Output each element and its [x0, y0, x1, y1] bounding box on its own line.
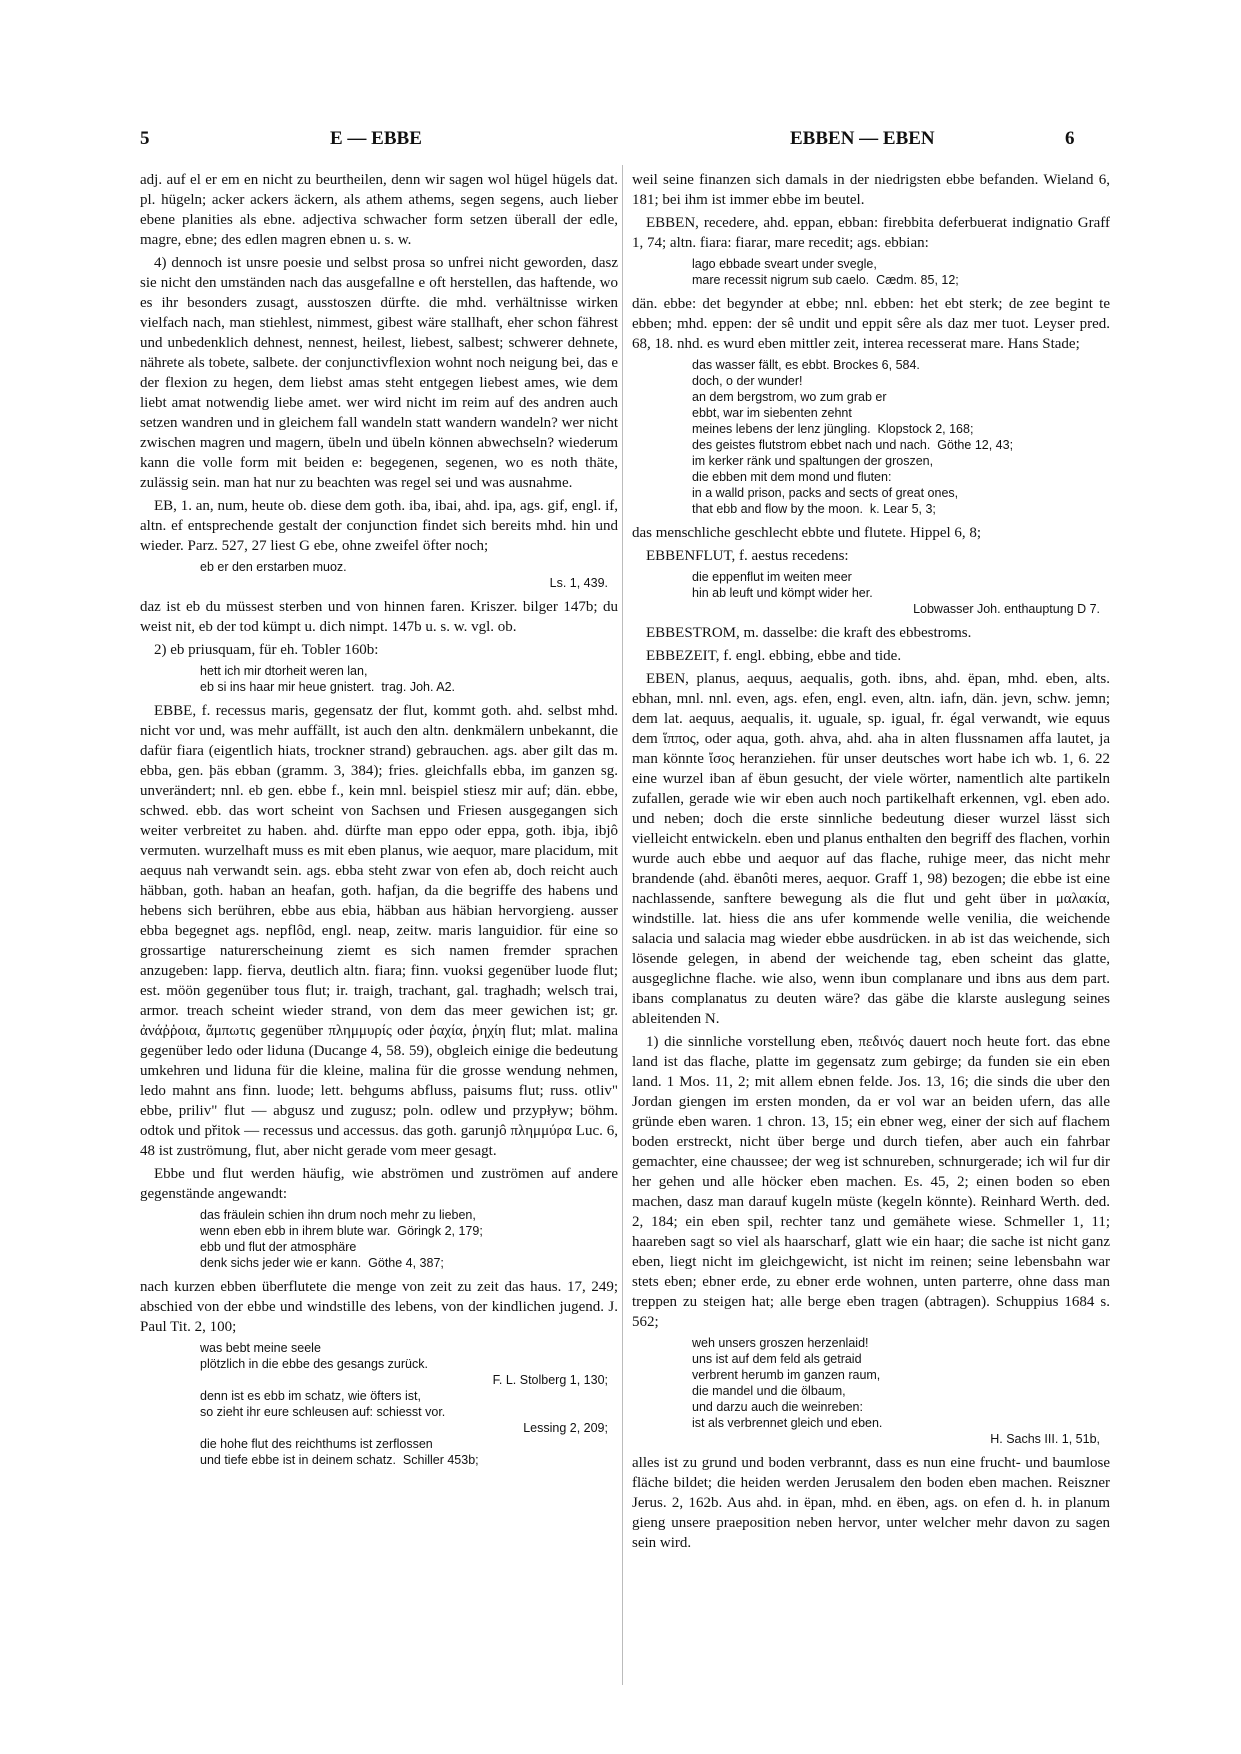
left-column — [140, 170, 618, 1690]
paragraph: EBBEN, recedere, ahd. eppan, ebban: firebbita deferbuerat indignatio Graff 1, 74; altn. fiara: fiarar, mare recedit; ags. ebbian: — [632, 215, 1110, 251]
quote-line: denn ist es ebb im schatz, wie öfters ist, — [200, 1389, 421, 1403]
quote-line: doch, o der wunder! — [692, 374, 803, 388]
page-number-right: 6 — [1065, 128, 1075, 149]
quote-line: ist als verbrennet gleich und eben. — [692, 1416, 883, 1430]
quote-line: ebb und flut der atmosphäre — [200, 1240, 357, 1254]
quote-line: meines lebens der lenz jüngling. Klopstock 2, 168; — [692, 422, 974, 436]
quotation — [632, 1335, 1110, 1447]
paragraph: EBBENFLUT, f. aestus recedens: — [646, 548, 849, 564]
quote-line: verbrent herumb im ganzen raum, — [692, 1368, 881, 1382]
quote-line: denk sichs jeder wie er kann. Göthe 4, 387; — [200, 1256, 444, 1270]
quote-line: die ebben mit dem mond und fluten: — [692, 470, 892, 484]
quote-source: F. L. Stolberg 1, 130; — [492, 1373, 608, 1387]
paragraph: 2) eb priusquam, für eh. Tobler 160b: — [154, 642, 379, 658]
quote-line: die eppenflut im weiten meer — [692, 570, 852, 584]
quotation — [140, 559, 618, 591]
quote-line: eb si ins haar mir heue gnistert. trag. Joh. A2. — [200, 680, 455, 694]
quote-line: des geistes flutstrom ebbet nach und nach. Göthe 12, 43; — [692, 438, 1014, 452]
quote-line: mare recessit nigrum sub caelo. Cædm. 85, 12; — [692, 273, 959, 287]
page-number-left: 5 — [140, 128, 150, 149]
paragraph: dän. ebbe: det begynder at ebbe; nnl. ebben: het ebt sterk; de zee begint te ebben; mhd. eppen: der sê undit und eppit sêre als daz mer tuot. Leyser pred. 68, 18. nhd. es wurd eben mittler zeit, interea recesserat mare. Hans Stade; — [632, 296, 1110, 352]
paragraph: EB, 1. an, num, heute ob. diese dem goth. iba, ibai, ahd. ipa, ags. gif, engl. if, altn. ef entsprechende gestalt der conjunction findet sich bereits mhd. hin und wieder. Parz. 527, 27 liest G ebe, ohne zweifel öfter noch; — [140, 498, 618, 554]
quote-line: that ebb and flow by the moon. k. Lear 5, 3; — [692, 502, 936, 516]
quote-line: hett ich mir dtorheit weren lan, — [200, 664, 368, 678]
running-head-right: EBBEN — EBEN — [790, 128, 935, 149]
paragraph: das menschliche geschlecht ebbte und flutete. Hippel 6, 8; — [632, 525, 982, 541]
quotation — [140, 1340, 618, 1468]
paragraph: alles ist zu grund und boden verbrannt, dass es nun eine frucht- und baumlose fläche bildet; die heiden werden Jerusalem den boden eben machen. Reiszner Jerus. 2, 162b. Aus ahd. in ëpan, mhd. en ëben, ags. on efen d. h. in planum gieng unsere praeposition neben hervor, unter welcher mehr davon zu sagen sein wird. — [632, 1455, 1110, 1551]
quote-line: plötzlich in die ebbe des gesangs zurück. — [200, 1357, 428, 1371]
quote-line: was bebt meine seele — [200, 1341, 321, 1355]
quote-line: an dem bergstrom, wo zum grab er — [692, 390, 887, 404]
quote-line: die hohe flut des reichthums ist zerflossen — [200, 1437, 433, 1451]
quotation — [632, 357, 1110, 517]
paragraph: EBBEZEIT, f. engl. ebbing, ebbe and tide. — [646, 648, 902, 664]
quotation — [632, 569, 1110, 617]
quote-line: wenn eben ebb in ihrem blute war. Göringk 2, 179; — [200, 1224, 483, 1238]
quote-line: das fräulein schien ihn drum noch mehr zu lieben, — [200, 1208, 476, 1222]
paragraph: adj. auf el er em en nicht zu beurtheilen, denn wir sagen wol hügel hügels dat. pl. hügeln; acker ackers äckern, als athem athems, segen segens, auch lieber ebene planities als ebne. adjectiva schwacher form setzen überall der edle, magre, ebne; des edlen magren ebnen u. s. w. — [140, 172, 618, 248]
quote-line: uns ist auf dem feld als getraid — [692, 1352, 862, 1366]
paragraph: EBEN, planus, aequus, aequalis, goth. ibns, ahd. ëpan, mhd. eben, alts. ebhan, mnl. nnl. even, ags. efen, engl. even, altn. iafn, dän. jevn, schw. jemn; dem lat. aequus, aequalis, it. uguale, sp. igual, fr. égal verwandt, wie equus dem ἵππος, oder aqua, goth. ahva, ahd. aha in alten flussnamen affa lautet, ja man könnte ἴσος heranziehen. für unser deutsches wort habe ich wb. 1, 6. 22 eine wurzel iban af ëbun gesucht, der viele wörter, namentlich alte partikeln zufallen, gerade wie wir eben auch noch partikelhaft erkennen, vgl. eben ado. und neben; doch die erste sinnliche bedeutung dieser wurzel lässt sich vielleicht entwickeln. eben und planus enthalten den begriff des flachen, vorhin wurde auch ebbe und aequor auf das flache, ruhige meer, das nicht mehr brandende (ahd. ëbanôti meres, aequor. Graff 1, 98) bezogen; die ebbe ist eine nachlassende, sanftere bewegung als die flut und geht über in μαλακία, windstille. lat. hiess die ans ufer kommende welle venilia, die weichende salacia und salacia mag wieder ebbe ausdrücken. in ab ist das weichende, sich lösende gelegen, in abend der weichende tag, eben scheint das glatte, ausgeglichne flache. wie also, wenn ibun complanare und ibns aus dem part. ibans complanatus zu deuten wäre? das gäbe die klarste auslegung seines ableitenden N. — [632, 671, 1110, 1027]
quote-source: H. Sachs III. 1, 51b, — [990, 1432, 1100, 1446]
quotation — [632, 256, 1110, 288]
paragraph: daz ist eb du müssest sterben und von hinnen faren. Kriszer. bilger 147b; du weist nit, eb der tod kümpt u. dich nimpt. 147b u. s. w. vgl. ob. — [140, 599, 618, 635]
paragraph: Ebbe und flut werden häufig, wie abströmen und zuströmen auf andere gegenstände angewandt: — [140, 1166, 618, 1202]
quote-line: das wasser fällt, es ebbt. Brockes 6, 584. — [692, 358, 920, 372]
quote-source: Lobwasser Joh. enthauptung D 7. — [913, 602, 1100, 616]
paragraph: EBBE, f. recessus maris, gegensatz der flut, kommt goth. ahd. selbst mhd. nicht vor und, was mehr auffällt, ist auch den altn. denkmälern unbekannt, die dafür fiara (eigentlich hiats, trockner strand) gebrauchen. ags. aber gilt das m. ebba, gen. þäs ebban (gramm. 3, 384); fries. gleichfalls ebba, im ganzen sg. unverändert; nnl. eb gen. ebbe f., kein mnl. beispiel stiesz mir auf; dän. ebbe, schwed. ebb. das wort scheint von Sachsen und Friesen ausgegangen sich weiter verbreitet zu haben. ahd. dürfte man eppo oder eppa, goth. ibja, ibjô vermuten. wurzelhaft muss es mit eben planus, wie aequor, mare placidum, mit aequus nah verwandt sein. ags. ebba steht zwar von efen ab, doch reicht auch häbban, goth. haban an heafan, goth. hafjan, da die begriffe des habens und hebens sich berühren, ebbe aus ebia, häbban aus häbian hervorgieng. ausser ebba begegnet ags. nepflôd, engl. neap, zeitw. maris languidior. für eine so grossartige naturerscheinung ziemt es sich namen fremder sprachen anzugeben: lapp. fierva, deutlich altn. fiara; finn. vuoksi gegenüber luode flut; est. möön gegenüber tous flut; ir. traigh, trachant, gal. traghadh; welsch trai, armor. treach scheint wieder strand, von dem das meer gewichen ist; gr. ἀνάῤῥοια, ἄμπωτις gegenüber πλημμυρίς oder ῥαχία, ῥηχίη flut; mlat. malina gegenüber ledo oder liduna (Ducange 4, 58. 59), obgleich einige die bedeutung umkehren und liduna für die kleine, malina für die grosse wendung nehmen, ledo mahnt ans finn. luode; lett. behgums abfluss, paisums flut; russ. otliv" ebbe, priliv" flut — abgusz und zugusz; poln. odlew und przypływ; böhm. odtok und přitok — recessus und accessus. das goth. garunjô πλημμύρα Luc. 6, 48 ist zuströmung, flut, aber nicht gerade vom meer gesagt. — [140, 703, 618, 1159]
quote-line: lago ebbade sveart under svegle, — [692, 257, 877, 271]
right-column — [632, 170, 1110, 1690]
quote-line: hin ab leuft und kömpt wider her. — [692, 586, 873, 600]
running-head-left: E — EBBE — [330, 128, 422, 149]
quote-line: und tiefe ebbe ist in deinem schatz. Schiller 453b; — [200, 1453, 479, 1467]
quote-line: und darzu auch die weinreben: — [692, 1400, 863, 1414]
quote-line: in a walld prison, packs and sects of great ones, — [692, 486, 959, 500]
quote-line: im kerker ränk und spaltungen der groszen, — [692, 454, 934, 468]
paragraph: nach kurzen ebben überflutete die menge von zeit zu zeit das haus. 17, 249; abschied von der ebbe und windstille des lebens, von der kindlichen jugend. J. Paul Tit. 2, 100; — [140, 1279, 618, 1335]
quote-source: Lessing 2, 209; — [523, 1421, 608, 1435]
column-divider — [622, 165, 623, 1685]
quote-line: ebbt, war im siebenten zehnt — [692, 406, 852, 420]
paragraph: EBBESTROM, m. dasselbe: die kraft des ebbestroms. — [646, 625, 972, 641]
paragraph: 1) die sinnliche vorstellung eben, πεδινός dauert noch heute fort. das ebne land ist das flache, platte im gegensatz zum gebirge; da funden sie ein eben land. 1 Mos. 11, 2; mit allem ebnen felde. Jos. 13, 16; die sinds die uber den Jordan giengen im ersten monden, da er vol war an beiden ufern, das alle gründe eben waren. 1 chron. 13, 15; ein ebner weg, einer der sich auf flachem boden erstreckt, nicht über berge und durch tiefen, aber auch ein fahrbar gemachter, eine chaussee; der weg ist schnureben, schnurgerade; ich wil fur dir her gehen und alle höcker eben machen. Es. 45, 2; einen boden so eben machen, dasz man darauf kugeln müste (kegeln könnte). Reinhard Werth. ded. 2, 184; ein eben spil, rechter tanz und gemähete wiese. Schmeller 1, 11; haareben sagt so viel als haarscharf, glatt wie ein haar; die sache ist nicht ganz eben, liegt nicht im gleichgewicht, ist nicht im reinen; seine lebensbahn war stets eben; ebner erde, zu ebner erde wohnen, unten parterre, ohne dass man treppen zu steigen hat; alle berge eben tragen (abtragen). Schuppius 1684 s. 562; — [632, 1034, 1110, 1330]
quote-line: weh unsers groszen herzenlaid! — [692, 1336, 869, 1350]
page-header — [130, 128, 1120, 158]
quote-source: Ls. 1, 439. — [549, 576, 608, 590]
paragraph: 4) dennoch ist unsre poesie und selbst prosa so unfrei nicht geworden, dasz sie nicht den umständen nach das ausgefallne e oft herstellen, das haftende, wo es ihr besonders zusagt, ausstoszen dürfte. die mhd. verhältnisse wirken vielfach nach, man stiehlest, nimmest, gibest wäre stallhaft, eher schon fährest und unbedenklich dehnest, nennest, heilest, liebest, salbest; schwerer dehnete, nährete als tobete, salbete. der conjunctivflexion wohnt noch neigung bei, das e der flexion zu hegen, dem liebst amas steht entgegen liebest ames, wie dem liebt amat notwendig liebe amet. wer wird nicht im reim auf des andren auch setzen wandren und in gleichem fall wandeln statt wandern wandeln? wer nicht zwischen magren und magern, übeln und übeln können abwechseln? wiederum kann die volle form mit beiden e: begegenen, segenen, wo es noth thäte, zulässig sein. man hat nur zu beachten was regel sei und was ausnahme. — [140, 255, 618, 491]
paragraph: weil seine finanzen sich damals in der niedrigsten ebbe befanden. Wieland 6, 181; bei ihm ist immer ebbe im beutel. — [632, 172, 1110, 208]
quotation — [140, 1207, 618, 1271]
quote-line: eb er den erstarben muoz. — [200, 560, 347, 574]
quote-line: so zieht ihr eure schleusen auf: schiesst vor. — [200, 1405, 446, 1419]
quotation — [140, 663, 618, 695]
quote-line: die mandel und die ölbaum, — [692, 1384, 846, 1398]
